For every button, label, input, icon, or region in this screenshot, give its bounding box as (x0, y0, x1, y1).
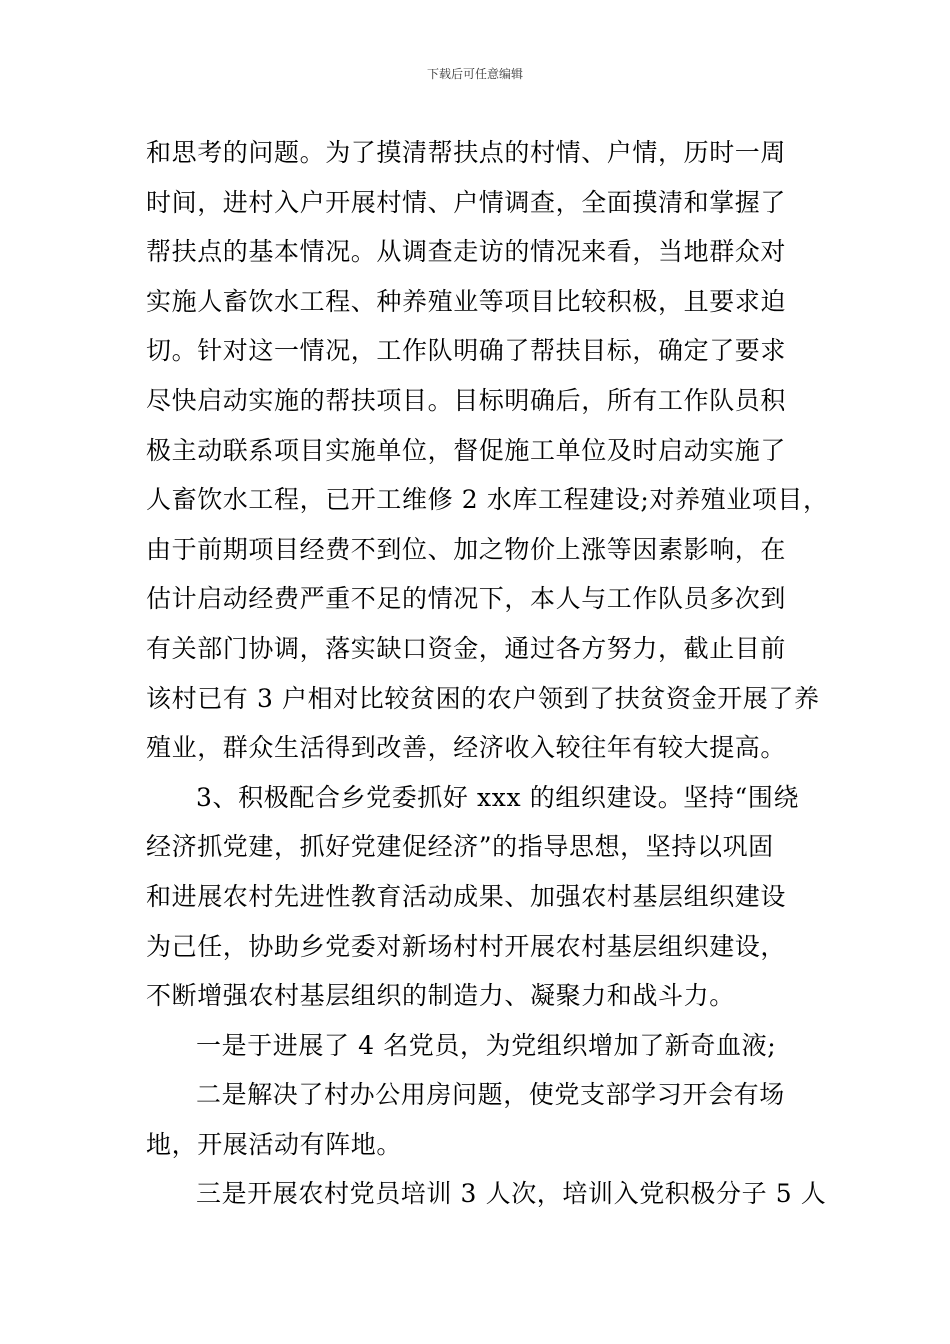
text-line: 由于前期项目经费不到位、加之物价上涨等因素影响，在 (146, 534, 787, 564)
text-line: 尽快启动实施的帮扶项目。目标明确后，所有工作队员积 (146, 385, 787, 415)
paragraph-start-line: 三是开展农村党员培训 3 人次，培训入党积极分子 5 人 (196, 1179, 827, 1209)
paragraph-start-line: 一是于进展了 4 名党员，为党组织增加了新奇血液; (196, 1030, 777, 1060)
text-line: 该村已有 3 户相对比较贫困的农户领到了扶贫资金开展了养 (146, 683, 820, 713)
text-line: 为己任，协助乡党委对新场村村开展农村基层组织建设， (146, 931, 787, 961)
text-line: 估计启动经费严重不足的情况下，本人与工作队员多次到 (146, 584, 787, 614)
paragraph-start-line: 二是解决了村办公用房问题，使党支部学习开会有场 (196, 1080, 785, 1110)
text-line: 人畜饮水工程，已开工维修 2 水库工程建设;对养殖业项目， (146, 485, 829, 515)
text-line: 和进展农村先进性教育活动成果、加强农村基层组织建设 (146, 881, 787, 911)
text-line: 实施人畜饮水工程、种养殖业等项目比较积极，且要求迫 (146, 286, 787, 316)
text-line: 时间，进村入户开展村情、户情调查，全面摸清和掌握了 (146, 187, 787, 217)
paragraph-start-line: 3、积极配合乡党委抓好 xxx 的组织建设。坚持“围绕 (196, 782, 800, 812)
text-line: 经济抓党建，抓好党建促经济”的指导思想，坚持以巩固 (146, 832, 774, 862)
text-line: 有关部门协调，落实缺口资金，通过各方努力，截止目前 (146, 633, 787, 663)
text-line: 极主动联系项目实施单位，督促施工单位及时启动实施了 (146, 435, 787, 465)
text-line: 不断增强农村基层组织的制造力、凝聚力和战斗力。 (146, 981, 735, 1011)
text-line: 帮扶点的基本情况。从调查走访的情况来看，当地群众对 (146, 237, 787, 267)
document-body (146, 128, 829, 1219)
text-line: 殖业，群众生活得到改善，经济收入较往年有较大提高。 (146, 733, 787, 763)
text-line: 地，开展活动有阵地。 (146, 1129, 403, 1159)
text-line: 切。针对这一情况，工作队明确了帮扶目标，确定了要求 (146, 336, 787, 366)
text-line: 和思考的问题。为了摸清帮扶点的村情、户情，历时一周 (146, 138, 787, 167)
page-header: 下载后可任意编辑 (426, 67, 523, 81)
